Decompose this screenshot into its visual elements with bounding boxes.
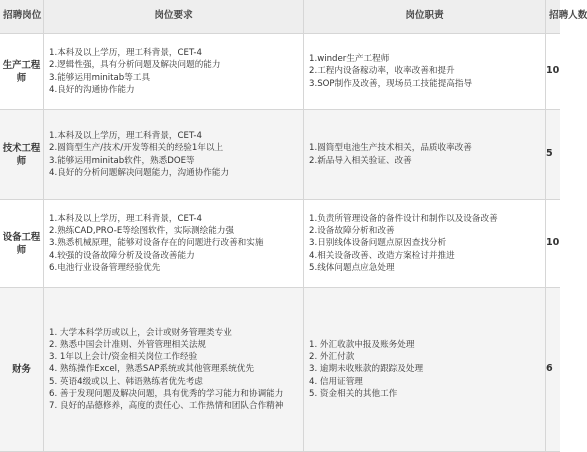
position-cell: 生产工程师 (0, 34, 44, 110)
duty-item: 4. 信用证管理 (309, 376, 363, 387)
duty-item: 1.winder生产工程师 (309, 54, 390, 65)
duty-item: 1.负责所管理设备的备件设计和制作以及设备改善 (309, 213, 498, 224)
position-cell: 财务 (0, 288, 44, 452)
duty-item: 2. 外汇付款 (309, 352, 355, 363)
position-cell: 设备工程师 (0, 200, 44, 288)
duty-item: 3.日别线体设备问题点原因查找分析 (309, 238, 447, 249)
requirement-item: 3.熟悉机械原理，能够对设备存在的问题进行改善和实施 (49, 238, 264, 249)
duty-item: 2.设备故障分析和改善 (309, 226, 395, 237)
duty-item: 3.SOP制作及改善，现场员工技能提高指导 (309, 78, 473, 89)
duty-item: 4.相关设备改善、改造方案检讨并推进 (309, 250, 455, 261)
duties-cell (304, 34, 546, 110)
duty-item: 2.新品导入相关验证、改善 (309, 155, 412, 166)
requirement-item: 3.能够运用minitab等工具 (49, 72, 151, 83)
requirement-item: 3. 1年以上会计/资金相关岗位工作经验 (49, 352, 198, 363)
duty-item: 3. 逾期未收账款的跟踪及处理 (309, 364, 424, 375)
requirement-item: 1.本科及以上学历，理工科背景，CET-4 (49, 48, 202, 59)
duties-cell (304, 110, 546, 200)
duties-cell (304, 288, 546, 452)
requirement-item: 4.良好的沟通协作能力 (49, 84, 135, 95)
requirement-item: 3.能够运用minitab软件，熟悉DOE等 (49, 155, 195, 166)
requirement-item: 1.本科及以上学历，理工科背景，CET-4 (49, 213, 202, 224)
count-cell: 5 (546, 110, 560, 200)
requirement-item: 4.良好的分析问题解决问题能力，沟通协作能力 (49, 167, 230, 178)
duty-item: 1. 外汇收款申报及账务处理 (309, 339, 415, 350)
requirement-item: 5. 英语4级或以上、韩语熟练者优先考虑 (49, 376, 203, 387)
header-duties: 岗位职责 (304, 0, 546, 34)
position-cell: 技术工程师 (0, 110, 44, 200)
requirement-item: 6.电池行业设备管理经验优先 (49, 262, 161, 273)
requirement-item: 2.逻辑性强，具有分析问题及解决问题的能力 (49, 60, 221, 71)
requirements-cell (44, 200, 304, 288)
requirement-item: 2. 熟悉中国会计准则、外管管理相关法规 (49, 339, 207, 350)
requirement-item: 6. 善于发现问题及解决问题，具有优秀的学习能力和协调能力 (49, 388, 284, 399)
count-cell: 10 (546, 34, 560, 110)
duty-item: 5. 资金相关的其他工作 (309, 388, 398, 399)
header-count: 招聘人数 (546, 0, 560, 34)
duty-item: 2.工程内设备稼动率，收率改善和提升 (309, 66, 455, 77)
header-position: 招聘岗位 (0, 0, 44, 34)
header-requirements: 岗位要求 (44, 0, 304, 34)
requirements-cell (44, 110, 304, 200)
count-cell: 6 (546, 288, 560, 452)
requirement-item: 4. 熟练操作Excel，熟悉SAP系统或其他管理系统优先 (49, 364, 255, 375)
requirement-item: 2.圆筒型生产/技术/开发等相关的经验1年以上 (49, 143, 224, 154)
requirement-item: 7. 良好的品德修养，高度的责任心、工作热情和团队合作精神 (49, 401, 284, 411)
count-cell: 10 (546, 200, 560, 288)
duty-item: 1.圆筒型电池生产技术相关，品质收率改善 (309, 143, 472, 154)
duties-cell (304, 200, 546, 288)
duty-item: 5.线体问题点应急处理 (309, 262, 395, 273)
requirement-item: 1.本科及以上学历，理工科背景，CET-4 (49, 131, 202, 142)
requirements-cell (44, 288, 304, 452)
requirement-item: 2.熟练CAD,PRO-E等绘图软件，实际测绘能力强 (49, 226, 235, 237)
requirements-cell (44, 34, 304, 110)
requirement-item: 4.较强的设备故障分析及设备改善能力 (49, 250, 195, 261)
requirement-item: 1. 大学本科学历或以上，会计或财务管理类专业 (49, 327, 232, 338)
